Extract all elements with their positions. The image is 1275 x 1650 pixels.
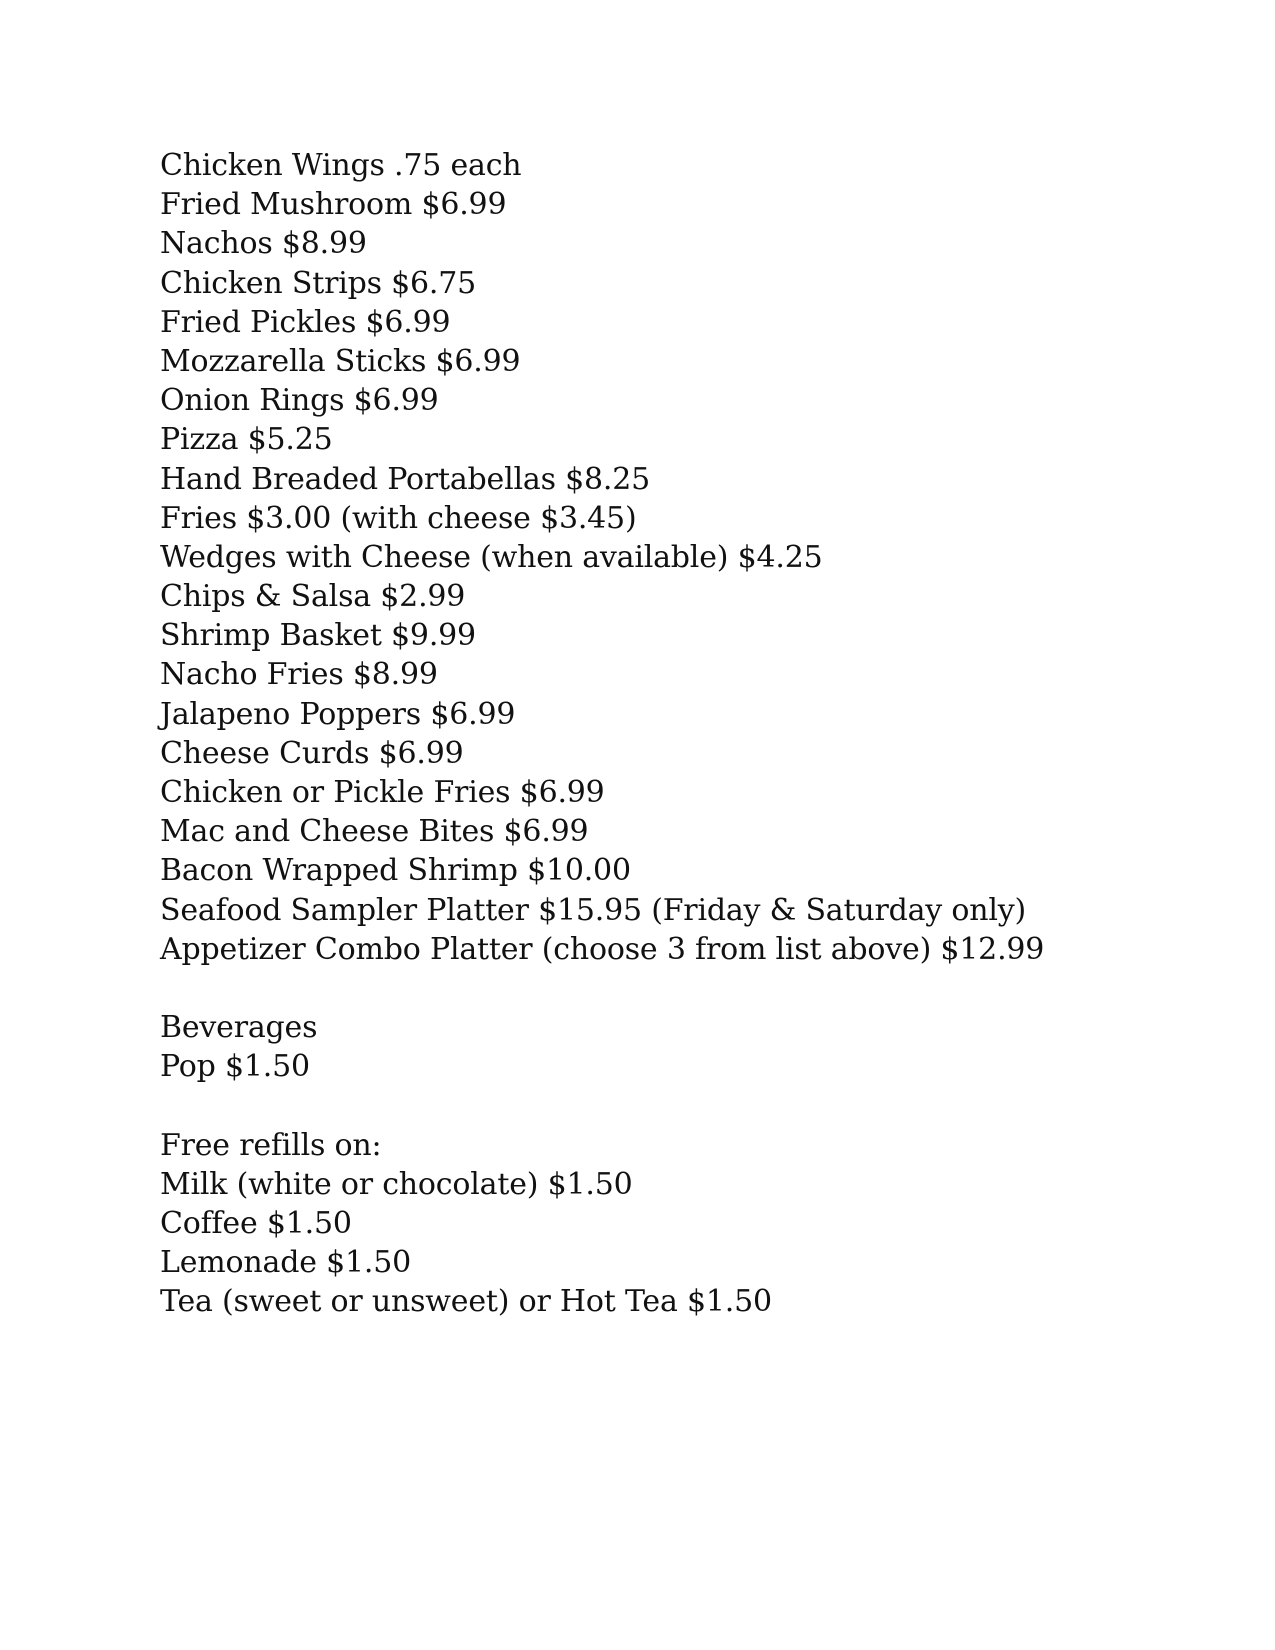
refills-heading: Free refills on: xyxy=(160,1127,382,1163)
menu-item: Nacho Fries $8.99 xyxy=(160,657,438,693)
menu-item: Wedges with Cheese (when available) $4.25 xyxy=(160,539,823,575)
menu-item: Fried Mushroom $6.99 xyxy=(160,187,507,223)
appetizer-list xyxy=(160,146,1220,969)
menu-item: Chicken Wings .75 each xyxy=(160,148,522,183)
menu-item: Cheese Curds $6.99 xyxy=(160,735,464,771)
menu-item: Appetizer Combo Platter (choose 3 from list above) $12.99 xyxy=(160,931,1045,967)
menu-item: Chips & Salsa $2.99 xyxy=(160,579,466,615)
refill-item: Lemonade $1.50 xyxy=(160,1245,411,1281)
section-spacer xyxy=(160,969,1220,1008)
refill-item: Tea (sweet or unsweet) or Hot Tea $1.50 xyxy=(160,1284,772,1320)
menu-item: Onion Rings $6.99 xyxy=(160,383,439,419)
menu-item: Mac and Cheese Bites $6.99 xyxy=(160,814,589,850)
beverage-item: Pop $1.50 xyxy=(160,1049,310,1085)
menu-text xyxy=(160,146,1220,1322)
refill-item: Coffee $1.50 xyxy=(160,1206,352,1242)
menu-item: Bacon Wrapped Shrimp $10.00 xyxy=(160,853,631,889)
menu-item: Mozzarella Sticks $6.99 xyxy=(160,343,521,379)
refill-item: Milk (white or chocolate) $1.50 xyxy=(160,1166,633,1202)
menu-item: Chicken Strips $6.75 xyxy=(160,265,477,301)
menu-item: Pizza $5.25 xyxy=(160,422,333,458)
menu-item: Jalapeno Poppers $6.99 xyxy=(160,696,516,732)
menu-item: Shrimp Basket $9.99 xyxy=(160,618,476,654)
section-spacer xyxy=(160,1087,1220,1126)
beverages-heading: Beverages xyxy=(160,1010,318,1046)
menu-item: Fried Pickles $6.99 xyxy=(160,304,451,340)
menu-item: Seafood Sampler Platter $15.95 (Friday & Saturday only) xyxy=(160,892,1027,928)
menu-item: Hand Breaded Portabellas $8.25 xyxy=(160,461,650,497)
refills-section xyxy=(160,1126,1220,1322)
beverages-section xyxy=(160,1008,1220,1086)
menu-item: Fries $3.00 (with cheese $3.45) xyxy=(160,500,637,536)
menu-item: Nachos $8.99 xyxy=(160,226,367,262)
menu-item: Chicken or Pickle Fries $6.99 xyxy=(160,775,605,810)
